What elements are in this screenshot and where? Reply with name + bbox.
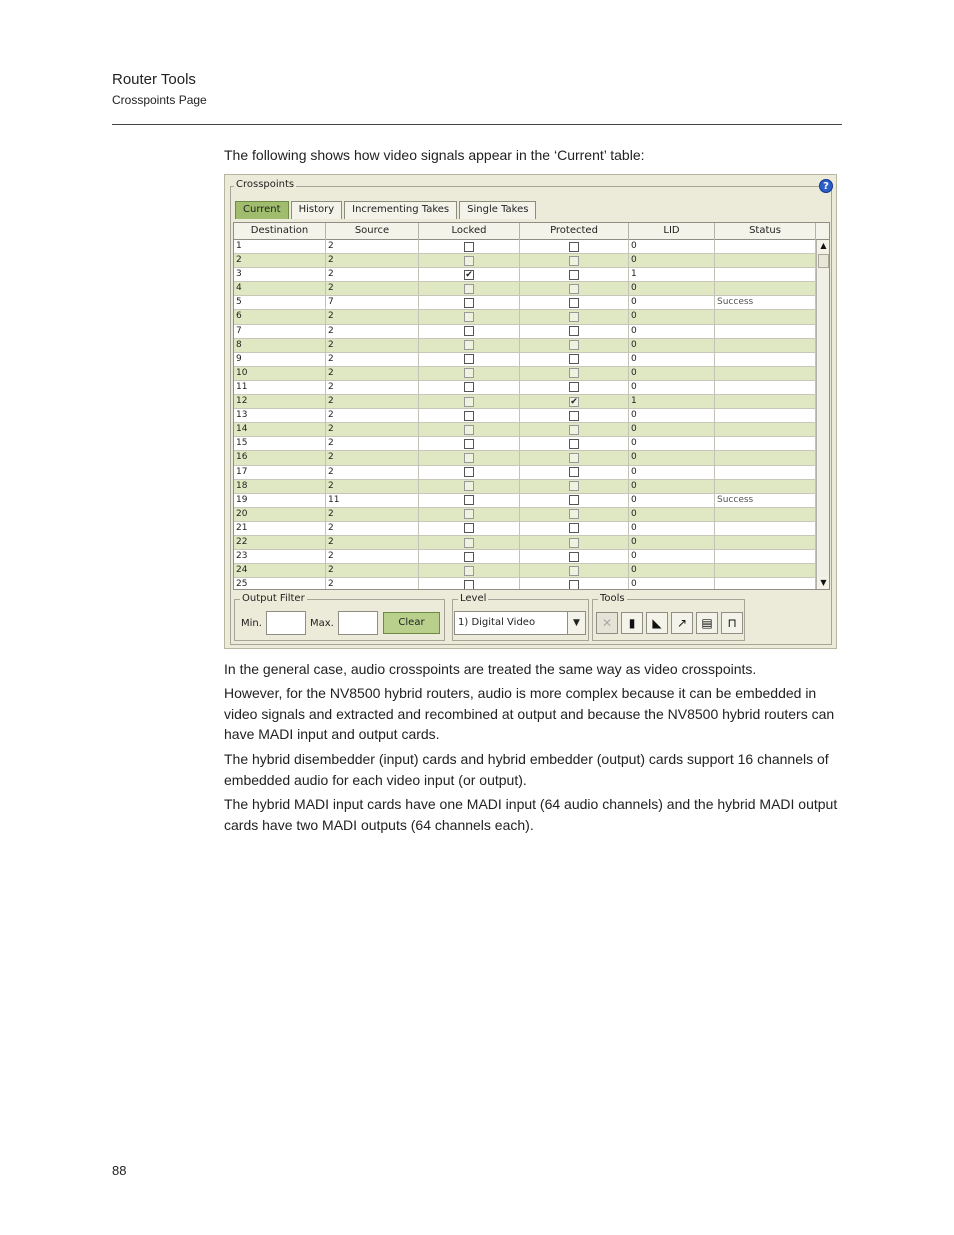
tools-label: Tools — [600, 593, 625, 604]
cell-destination: 2 — [234, 254, 326, 267]
cell-protected — [520, 494, 629, 507]
cell-destination: 1 — [234, 240, 326, 253]
header-subtitle: Crosspoints Page — [112, 93, 207, 107]
cell-locked — [419, 409, 520, 422]
cell-lid: 0 — [629, 240, 715, 253]
col-destination[interactable]: Destination — [234, 223, 326, 240]
output-filter-label: Output Filter — [242, 593, 305, 604]
cell-protected — [520, 451, 629, 464]
cell-lid: 0 — [629, 409, 715, 422]
cell-source: 2 — [326, 451, 419, 464]
cell-locked — [419, 480, 520, 493]
cell-protected — [520, 268, 629, 281]
cell-lid: 0 — [629, 310, 715, 323]
locked-checkbox[interactable] — [464, 453, 474, 463]
cell-lid: 0 — [629, 339, 715, 352]
cell-destination: 22 — [234, 536, 326, 549]
table-row[interactable] — [234, 282, 816, 296]
cell-lid: 0 — [629, 254, 715, 267]
cell-destination: 15 — [234, 437, 326, 450]
tab-current[interactable]: Current — [235, 201, 289, 219]
cell-source: 2 — [326, 437, 419, 450]
cell-lid: 1 — [629, 268, 715, 281]
cell-locked — [419, 268, 520, 281]
paragraph-1: In the general case, audio crosspoints are treated the same way as video crosspoints. — [224, 661, 757, 677]
cell-status: Success — [715, 296, 816, 309]
cell-locked — [419, 550, 520, 563]
cell-protected — [520, 550, 629, 563]
crosspoints-group-label: Crosspoints — [236, 179, 295, 190]
col-locked[interactable]: Locked — [419, 223, 520, 240]
scroll-down-icon[interactable]: ▼ — [817, 577, 830, 589]
cell-lid: 0 — [629, 466, 715, 479]
protected-checkbox[interactable] — [569, 509, 579, 519]
col-lid[interactable]: LID — [629, 223, 715, 240]
cell-destination: 7 — [234, 325, 326, 338]
cell-locked — [419, 564, 520, 577]
protected-checkbox[interactable] — [569, 566, 579, 576]
vertical-scrollbar[interactable] — [816, 240, 830, 590]
table-row[interactable] — [234, 494, 816, 508]
cell-protected — [520, 395, 629, 408]
lock-icon[interactable]: ▮ — [621, 612, 643, 634]
cell-source: 2 — [326, 395, 419, 408]
cell-locked — [419, 508, 520, 521]
protected-checkbox[interactable] — [569, 326, 579, 336]
protected-checkbox[interactable] — [569, 382, 579, 392]
locked-checkbox[interactable] — [464, 580, 474, 590]
locked-checkbox[interactable] — [464, 566, 474, 576]
locked-checkbox[interactable] — [464, 411, 474, 421]
cell-destination: 12 — [234, 395, 326, 408]
cell-destination: 20 — [234, 508, 326, 521]
paragraph-3: The hybrid disembedder (input) cards and hybrid embedder (output) cards support 16 channels of embedded audio for each video input (or output). — [224, 751, 829, 788]
locked-checkbox[interactable] — [464, 439, 474, 449]
cell-protected — [520, 536, 629, 549]
cell-locked — [419, 522, 520, 535]
cell-protected — [520, 466, 629, 479]
cell-destination: 23 — [234, 550, 326, 563]
locked-checkbox[interactable] — [464, 509, 474, 519]
cell-source: 2 — [326, 339, 419, 352]
protected-checkbox[interactable] — [569, 284, 579, 294]
protected-checkbox[interactable] — [569, 411, 579, 421]
protected-checkbox[interactable] — [569, 354, 579, 364]
locked-checkbox[interactable] — [464, 523, 474, 533]
locked-checkbox[interactable]: ✔ — [465, 269, 473, 280]
cell-destination: 18 — [234, 480, 326, 493]
cell-source: 2 — [326, 508, 419, 521]
cell-protected — [520, 437, 629, 450]
cell-protected — [520, 522, 629, 535]
cell-status — [715, 508, 816, 521]
table-row[interactable] — [234, 409, 816, 423]
cell-source: 7 — [326, 296, 419, 309]
cell-destination: 24 — [234, 564, 326, 577]
min-input[interactable] — [266, 611, 306, 635]
cell-protected — [520, 423, 629, 436]
header-title: Router Tools — [112, 71, 196, 88]
cell-locked — [419, 282, 520, 295]
cell-status — [715, 536, 816, 549]
cell-source: 2 — [326, 550, 419, 563]
cell-destination: 13 — [234, 409, 326, 422]
col-corner — [816, 223, 830, 240]
col-source[interactable]: Source — [326, 223, 419, 240]
scroll-up-icon[interactable]: ▲ — [817, 240, 830, 252]
cell-lid: 0 — [629, 480, 715, 493]
table-row[interactable] — [234, 353, 816, 367]
locked-checkbox[interactable] — [464, 382, 474, 392]
chevron-down-icon[interactable]: ▼ — [567, 612, 585, 634]
table-row[interactable] — [234, 268, 816, 282]
cell-destination: 17 — [234, 466, 326, 479]
cell-lid: 0 — [629, 536, 715, 549]
cell-source: 2 — [326, 564, 419, 577]
cell-lid: 0 — [629, 494, 715, 507]
cell-destination: 8 — [234, 339, 326, 352]
protected-checkbox[interactable] — [569, 481, 579, 491]
table-row[interactable] — [234, 564, 816, 578]
cell-protected — [520, 282, 629, 295]
min-label: Min. — [241, 618, 262, 629]
protected-checkbox[interactable] — [569, 256, 579, 266]
cell-locked — [419, 325, 520, 338]
col-status[interactable]: Status — [715, 223, 816, 240]
table-row[interactable] — [234, 451, 816, 465]
cell-locked — [419, 494, 520, 507]
cell-destination: 19 — [234, 494, 326, 507]
scroll-thumb[interactable] — [818, 254, 829, 268]
protected-checkbox[interactable] — [569, 242, 579, 252]
table-row[interactable] — [234, 437, 816, 451]
cell-lid: 0 — [629, 325, 715, 338]
max-label: Max. — [310, 618, 334, 629]
cell-source: 11 — [326, 494, 419, 507]
cell-destination: 6 — [234, 310, 326, 323]
locked-checkbox[interactable] — [464, 242, 474, 252]
cell-locked — [419, 381, 520, 394]
cell-lid: 0 — [629, 282, 715, 295]
level-select-value: 1) Digital Video — [458, 617, 536, 628]
table-row[interactable] — [234, 423, 816, 437]
tab-single-takes[interactable]: Single Takes — [459, 201, 536, 219]
table-row[interactable] — [234, 240, 816, 254]
protected-checkbox[interactable] — [569, 538, 579, 548]
protected-checkbox[interactable] — [569, 580, 579, 590]
table-row[interactable] — [234, 466, 816, 480]
cell-lid: 0 — [629, 508, 715, 521]
cell-source: 2 — [326, 353, 419, 366]
cell-source: 2 — [326, 254, 419, 267]
protected-checkbox[interactable] — [569, 467, 579, 477]
cell-status — [715, 578, 816, 590]
table-row[interactable] — [234, 381, 816, 395]
cell-status: Success — [715, 494, 816, 507]
cell-source: 2 — [326, 325, 419, 338]
protected-checkbox[interactable] — [569, 523, 579, 533]
clear-button[interactable]: Clear — [383, 612, 440, 634]
cell-locked — [419, 310, 520, 323]
protected-checkbox[interactable] — [569, 368, 579, 378]
cell-lid: 0 — [629, 381, 715, 394]
cell-destination: 21 — [234, 522, 326, 535]
table-row[interactable] — [234, 480, 816, 494]
level-select[interactable] — [454, 611, 586, 635]
table-body — [234, 240, 816, 590]
cell-destination: 11 — [234, 381, 326, 394]
table-row[interactable] — [234, 578, 816, 590]
cell-lid: 0 — [629, 367, 715, 380]
disconnect-icon[interactable]: ✕ — [596, 612, 618, 634]
locked-checkbox[interactable] — [464, 368, 474, 378]
cell-destination: 14 — [234, 423, 326, 436]
cell-destination: 25 — [234, 578, 326, 590]
table-header — [234, 223, 830, 240]
cell-destination: 10 — [234, 367, 326, 380]
protected-checkbox[interactable] — [569, 425, 579, 435]
locked-checkbox[interactable] — [464, 481, 474, 491]
locked-checkbox[interactable] — [464, 467, 474, 477]
cell-locked — [419, 395, 520, 408]
cell-protected — [520, 508, 629, 521]
protected-checkbox[interactable] — [569, 298, 579, 308]
cell-lid: 1 — [629, 395, 715, 408]
crosspoints-screenshot — [224, 174, 837, 649]
cell-lid: 0 — [629, 451, 715, 464]
cell-protected — [520, 339, 629, 352]
table-row[interactable] — [234, 254, 816, 268]
cell-destination: 16 — [234, 451, 326, 464]
cell-protected — [520, 578, 629, 590]
cell-status — [715, 367, 816, 380]
cell-status — [715, 282, 816, 295]
cell-source: 2 — [326, 409, 419, 422]
cell-source: 2 — [326, 522, 419, 535]
cell-protected — [520, 564, 629, 577]
locked-checkbox[interactable] — [464, 326, 474, 336]
protected-checkbox[interactable]: ✔ — [570, 396, 578, 407]
cell-lid: 0 — [629, 564, 715, 577]
protected-checkbox[interactable] — [569, 270, 579, 280]
help-icon[interactable]: ? — [819, 179, 833, 193]
cell-source: 2 — [326, 466, 419, 479]
cell-locked — [419, 367, 520, 380]
cell-lid: 0 — [629, 437, 715, 450]
tab-bar — [235, 201, 538, 219]
cell-lid: 0 — [629, 550, 715, 563]
locked-checkbox[interactable] — [464, 340, 474, 350]
cell-protected — [520, 310, 629, 323]
table-row[interactable] — [234, 536, 816, 550]
cell-protected — [520, 381, 629, 394]
table-row[interactable] — [234, 325, 816, 339]
cell-source: 2 — [326, 268, 419, 281]
cell-status — [715, 339, 816, 352]
cell-protected — [520, 480, 629, 493]
cell-status — [715, 254, 816, 267]
protected-checkbox[interactable] — [569, 312, 579, 322]
max-input[interactable] — [338, 611, 378, 635]
cell-source: 2 — [326, 423, 419, 436]
protected-checkbox[interactable] — [569, 453, 579, 463]
table-row[interactable] — [234, 296, 816, 310]
cell-locked — [419, 451, 520, 464]
cell-status — [715, 353, 816, 366]
cell-locked — [419, 296, 520, 309]
cell-source: 2 — [326, 240, 419, 253]
cell-protected — [520, 296, 629, 309]
cell-status — [715, 395, 816, 408]
cell-status — [715, 325, 816, 338]
protected-checkbox[interactable] — [569, 552, 579, 562]
cell-status — [715, 437, 816, 450]
table-row[interactable] — [234, 310, 816, 324]
cell-status — [715, 423, 816, 436]
cell-destination: 9 — [234, 353, 326, 366]
protected-checkbox[interactable] — [569, 439, 579, 449]
cell-protected — [520, 325, 629, 338]
table-row[interactable] — [234, 367, 816, 381]
locked-checkbox[interactable] — [464, 552, 474, 562]
table-row[interactable] — [234, 522, 816, 536]
locked-checkbox[interactable] — [464, 495, 474, 505]
cell-source: 2 — [326, 367, 419, 380]
locked-checkbox[interactable] — [464, 284, 474, 294]
tab-incrementing-takes[interactable]: Incrementing Takes — [344, 201, 457, 219]
unlock-icon[interactable]: ⊓ — [721, 612, 743, 634]
table-row[interactable] — [234, 508, 816, 522]
document-icon[interactable]: ▤ — [696, 612, 718, 634]
locked-checkbox[interactable] — [464, 354, 474, 364]
cell-status — [715, 409, 816, 422]
arrow-up-right-icon[interactable]: ↗ — [671, 612, 693, 634]
col-protected[interactable]: Protected — [520, 223, 629, 240]
table-row[interactable] — [234, 339, 816, 353]
locked-checkbox[interactable] — [464, 256, 474, 266]
page-number: 88 — [112, 1163, 127, 1178]
cell-lid: 0 — [629, 522, 715, 535]
cell-status — [715, 564, 816, 577]
cell-lid: 0 — [629, 296, 715, 309]
cell-lid: 0 — [629, 353, 715, 366]
cell-protected — [520, 353, 629, 366]
locked-checkbox[interactable] — [464, 538, 474, 548]
cell-source: 2 — [326, 480, 419, 493]
cell-source: 2 — [326, 381, 419, 394]
paragraph-4: The hybrid MADI input cards have one MADI input (64 audio channels) and the hybrid MADI output cards have two MADI outputs (64 channels each). — [224, 796, 838, 833]
cell-lid: 0 — [629, 578, 715, 590]
cell-status — [715, 522, 816, 535]
table-row[interactable] — [234, 550, 816, 564]
cell-protected — [520, 254, 629, 267]
cell-source: 2 — [326, 578, 419, 590]
arrow-down-right-icon[interactable]: ◣ — [646, 612, 668, 634]
paragraph-2: However, for the NV8500 hybrid routers, audio is more complex because it can be embedded in video signals and extracted and recombined at output and because the NV8500 hybrid routers can have MADI input and output cards. — [224, 685, 835, 742]
cell-destination: 3 — [234, 268, 326, 281]
cell-locked — [419, 423, 520, 436]
cell-status — [715, 466, 816, 479]
locked-checkbox[interactable] — [464, 425, 474, 435]
cell-locked — [419, 339, 520, 352]
cell-protected — [520, 240, 629, 253]
header-rule — [112, 124, 842, 125]
crosspoints-table — [233, 222, 830, 590]
tab-history[interactable]: History — [291, 201, 343, 219]
cell-locked — [419, 254, 520, 267]
cell-locked — [419, 437, 520, 450]
intro-paragraph: The following shows how video signals appear in the ‘Current’ table: — [224, 147, 645, 163]
cell-destination: 4 — [234, 282, 326, 295]
locked-checkbox[interactable] — [464, 312, 474, 322]
locked-checkbox[interactable] — [464, 298, 474, 308]
cell-destination: 5 — [234, 296, 326, 309]
locked-checkbox[interactable] — [464, 397, 474, 407]
cell-locked — [419, 536, 520, 549]
cell-protected — [520, 409, 629, 422]
cell-status — [715, 550, 816, 563]
protected-checkbox[interactable] — [569, 340, 579, 350]
cell-status — [715, 480, 816, 493]
level-label: Level — [460, 593, 487, 604]
cell-locked — [419, 578, 520, 590]
cell-status — [715, 451, 816, 464]
cell-locked — [419, 466, 520, 479]
cell-protected — [520, 367, 629, 380]
cell-status — [715, 381, 816, 394]
cell-status — [715, 268, 816, 281]
cell-lid: 0 — [629, 423, 715, 436]
cell-locked — [419, 353, 520, 366]
cell-status — [715, 240, 816, 253]
cell-source: 2 — [326, 310, 419, 323]
cell-source: 2 — [326, 282, 419, 295]
cell-status — [715, 310, 816, 323]
cell-locked — [419, 240, 520, 253]
protected-checkbox[interactable] — [569, 495, 579, 505]
table-row[interactable] — [234, 395, 816, 409]
cell-source: 2 — [326, 536, 419, 549]
